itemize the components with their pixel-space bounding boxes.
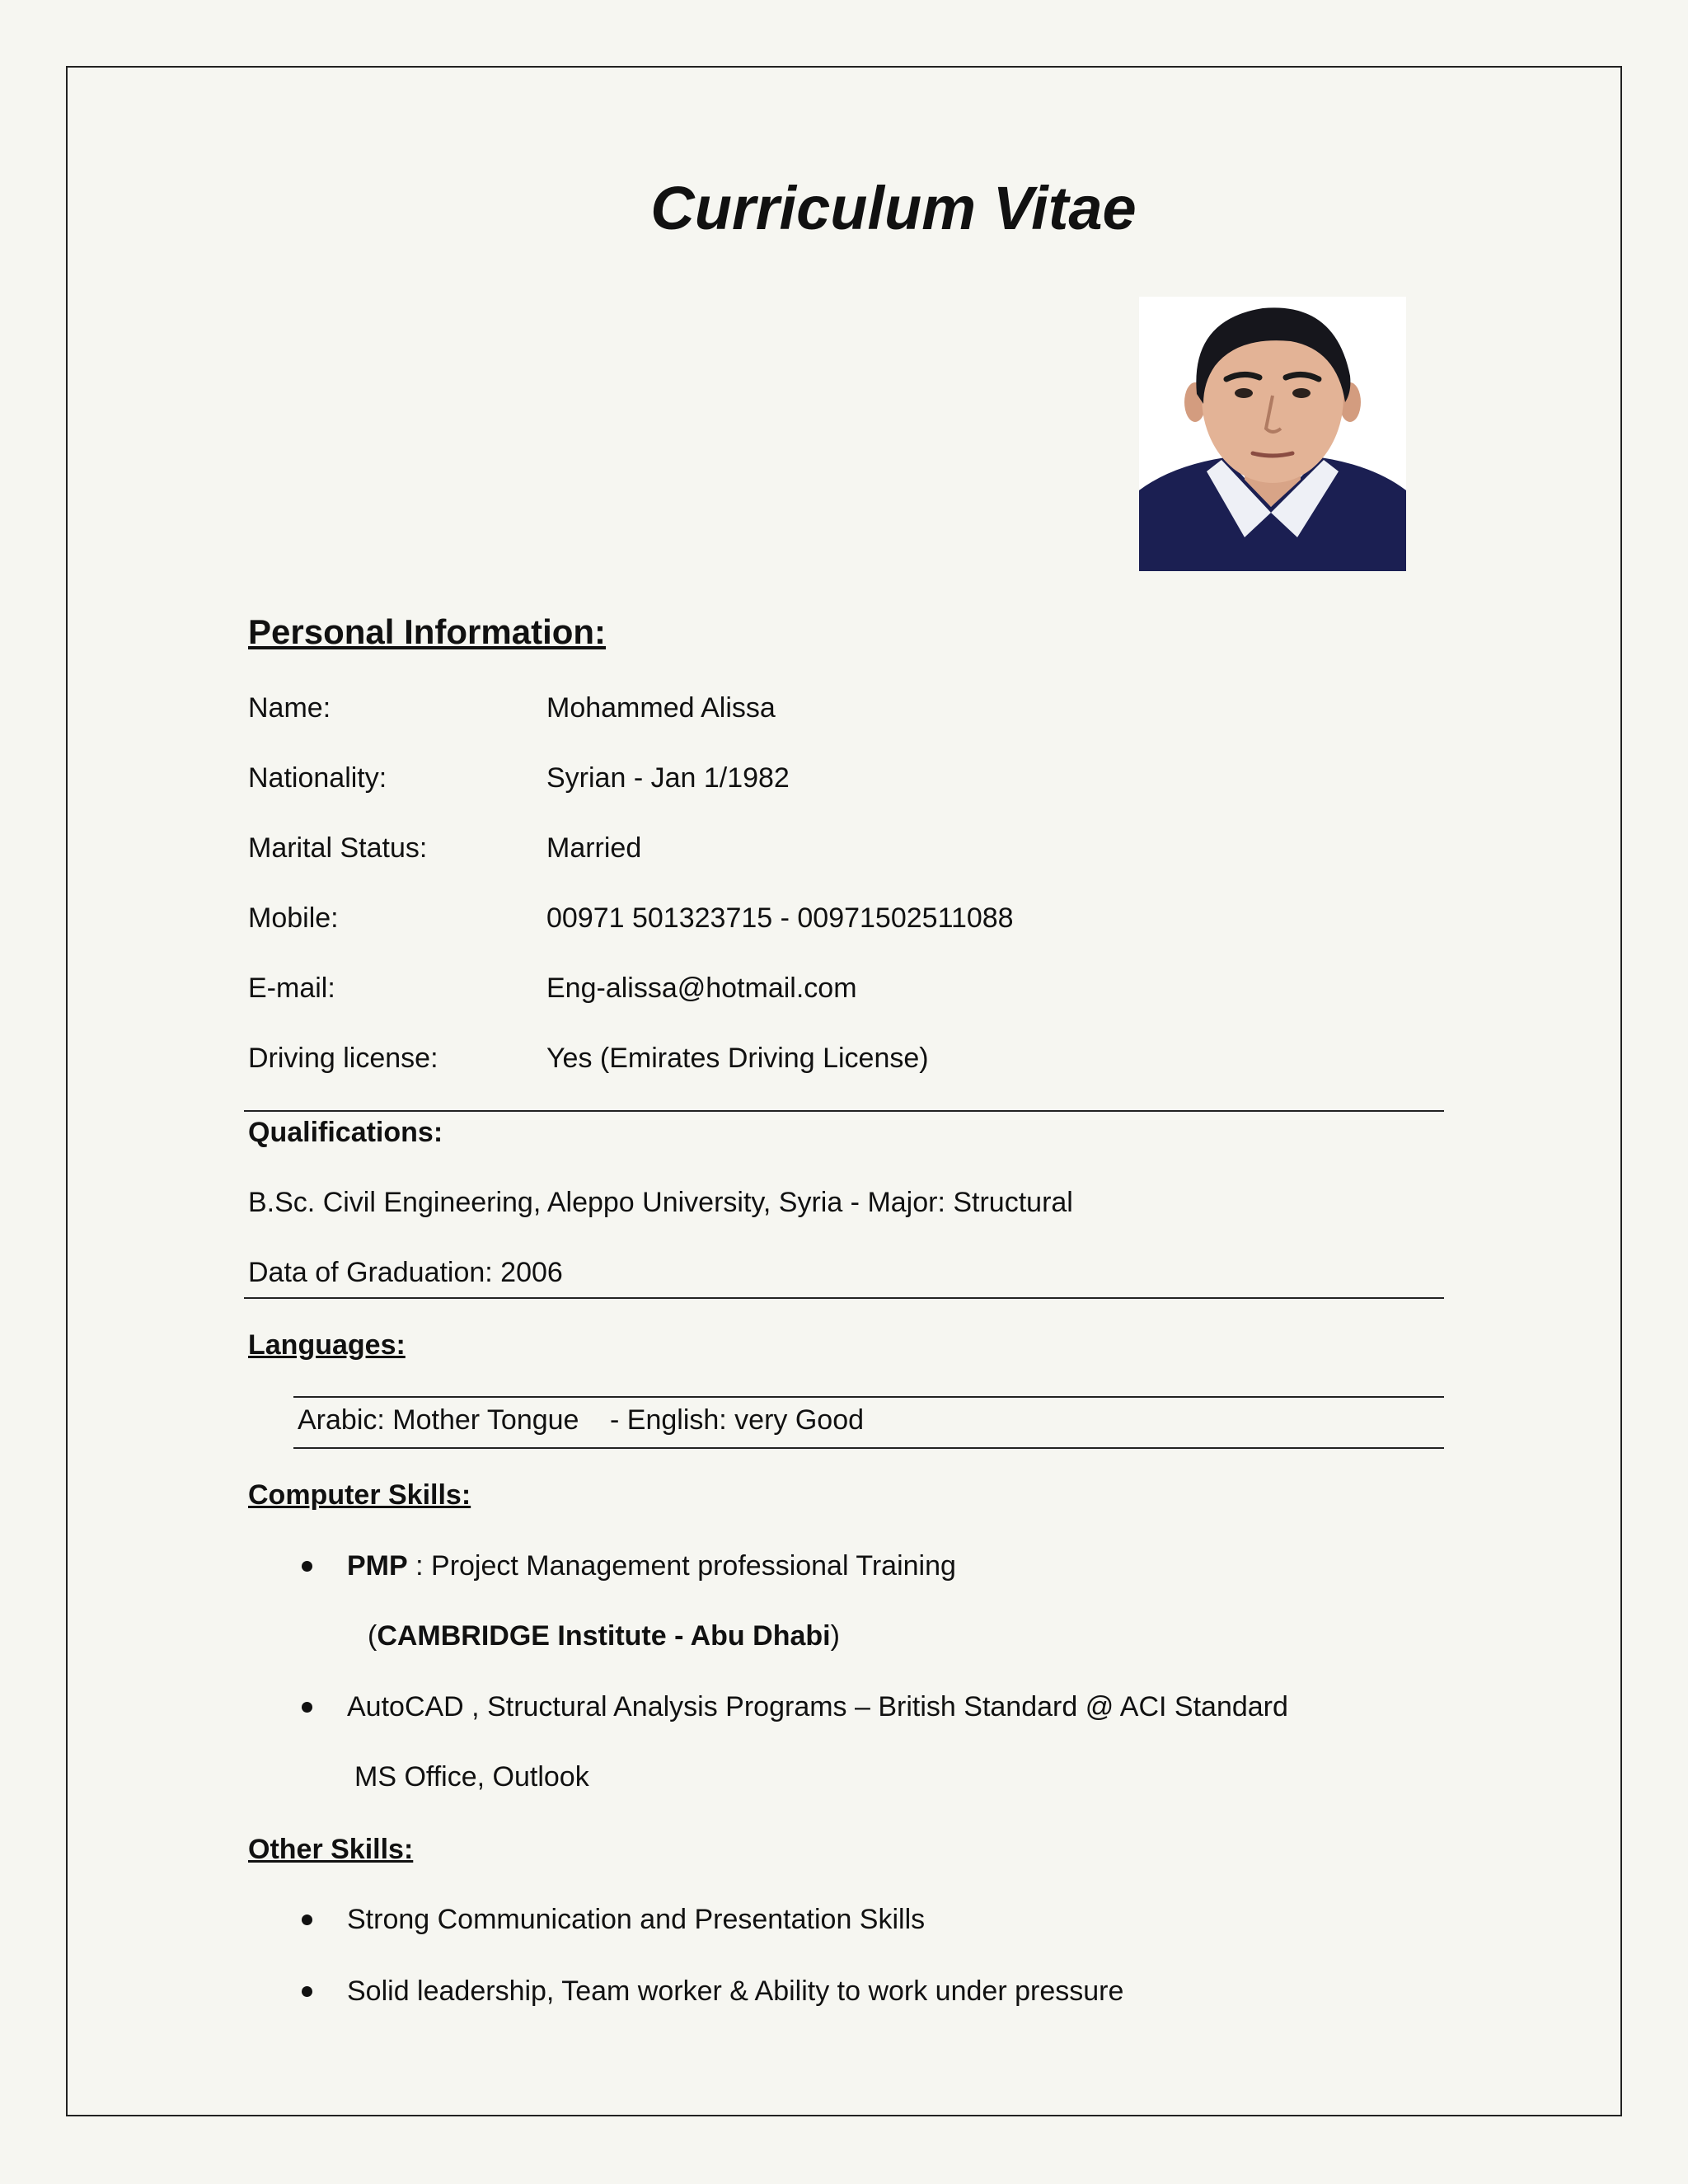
driving-license-value: Yes (Emirates Driving License) — [546, 1043, 929, 1074]
name-value: Mohammed Alissa — [546, 692, 776, 724]
marital-status-value: Married — [546, 832, 642, 864]
name-label: Name: — [248, 692, 331, 724]
divider — [244, 1110, 1444, 1112]
degree-text: B.Sc. Civil Engineering, Aleppo University, Syria - Major: Structural — [248, 1187, 1073, 1218]
graduation-text: Data of Graduation: 2006 — [248, 1257, 563, 1288]
bullet-icon — [302, 1702, 312, 1713]
bullet-icon — [302, 1915, 312, 1925]
language-arabic: Arabic: Mother Tongue — [298, 1404, 579, 1436]
email-label: E-mail: — [248, 972, 335, 1004]
other-skill-item: Strong Communication and Presentation Skills — [347, 1904, 926, 1935]
email-value: Eng-alissa@hotmail.com — [546, 972, 857, 1004]
computer-skills-heading: Computer Skills: — [248, 1479, 471, 1511]
institute-name: CAMBRIDGE Institute - Abu Dhabi — [377, 1620, 831, 1652]
paren-close: ) — [830, 1620, 840, 1652]
autocad-skill: AutoCAD , Structural Analysis Programs – British Standard @ ACI Standard — [347, 1691, 1288, 1722]
pmp-skill — [347, 1552, 956, 1580]
mobile-label: Mobile: — [248, 902, 339, 934]
divider — [244, 1297, 1444, 1299]
driving-license-label: Driving license: — [248, 1043, 438, 1074]
pmp-institute — [368, 1622, 840, 1650]
profile-photo — [1139, 297, 1406, 571]
page-title: Curriculum Vitae — [650, 174, 1137, 242]
other-skills-heading: Other Skills: — [248, 1834, 414, 1865]
mobile-value: 00971 501323715 - 00971502511088 — [546, 902, 1014, 934]
personal-information-heading: Personal Information: — [248, 612, 607, 651]
other-skill-item: Solid leadership, Team worker & Ability to work under pressure — [347, 1975, 1124, 2007]
paren-open: ( — [368, 1620, 377, 1652]
languages-heading: Languages: — [248, 1329, 406, 1361]
nationality-value: Syrian - Jan 1/1982 — [546, 762, 790, 794]
bullet-icon — [302, 1561, 312, 1572]
pmp-label: PMP — [347, 1550, 408, 1582]
qualifications-heading: Qualifications: — [248, 1117, 443, 1148]
bullet-icon — [302, 1986, 312, 1997]
pmp-description: : Project Management professional Training — [407, 1550, 956, 1582]
nationality-label: Nationality: — [248, 762, 387, 794]
office-skill: MS Office, Outlook — [354, 1761, 589, 1793]
language-english: - English: very Good — [610, 1404, 865, 1436]
marital-status-label: Marital Status: — [248, 832, 428, 864]
divider — [293, 1396, 1444, 1398]
divider — [293, 1447, 1444, 1449]
